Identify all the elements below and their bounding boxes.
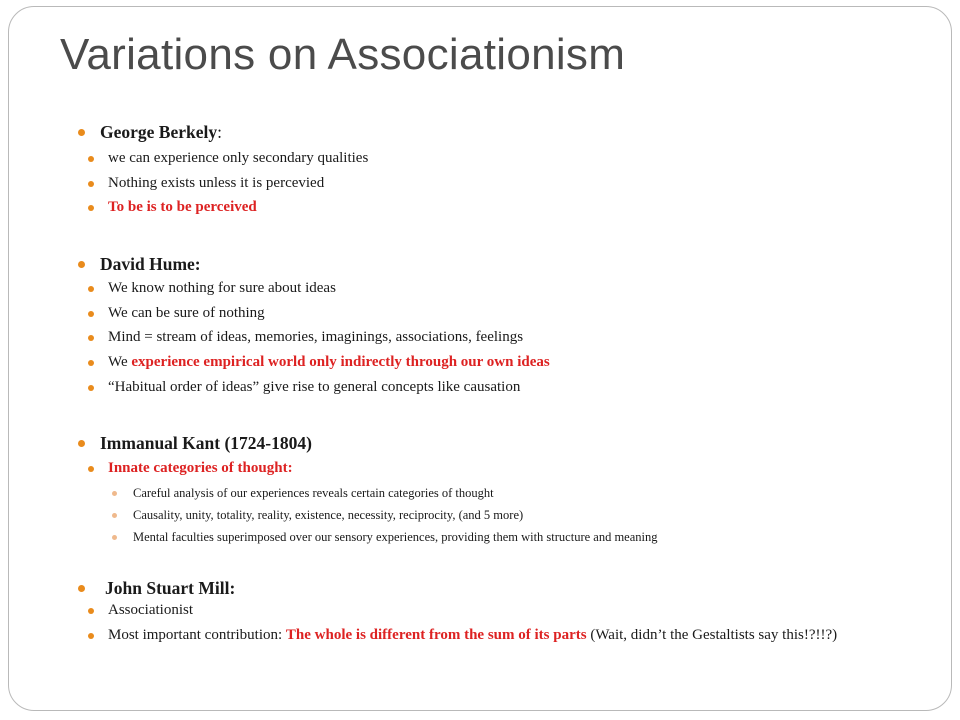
- bullet-icon: [78, 129, 85, 136]
- bullet-icon: [88, 385, 94, 391]
- list-item-text: To be is to be perceived: [108, 199, 257, 215]
- emphasis-text: The whole is different from the sum of its parts: [285, 627, 587, 643]
- kant-sub-heading: Innate categories of thought:: [108, 460, 293, 476]
- bullet-icon: [78, 585, 85, 592]
- bullet-icon: [112, 491, 117, 496]
- bullet-icon: [88, 311, 94, 317]
- bullet-icon: [88, 335, 94, 341]
- list-item-text: “Habitual order of ideas” give rise to general concepts like causation: [108, 379, 521, 395]
- list-item-text: Causality, unity, totality, reality, existence, necessity, reciprocity, (and 5 more): [133, 508, 524, 522]
- list-item-text: We: [108, 354, 132, 370]
- berkeley-heading: George Berkely: [100, 122, 218, 142]
- bullet-icon: [112, 535, 117, 540]
- list-item-text: Most important contribution:: [108, 627, 286, 643]
- bullet-icon: [88, 286, 94, 292]
- list-item-text: (Wait, didn’t the Gestaltists say this!?!!?): [586, 627, 838, 643]
- list-item-text: Nothing exists unless it is percevied: [108, 175, 325, 191]
- bullet-icon: [88, 205, 94, 211]
- bullet-icon: [88, 633, 94, 639]
- emphasis-text: experience empirical world only indirectly through our own ideas: [131, 354, 550, 370]
- berkeley-colon: :: [217, 122, 222, 142]
- mill-heading: John Stuart Mill:: [105, 578, 236, 598]
- slide-title: Variations on Associationism: [60, 30, 626, 79]
- bullet-icon: [88, 360, 94, 366]
- list-item-text: Mind = stream of ideas, memories, imaginings, associations, feelings: [108, 329, 524, 345]
- list-item-text: Mental faculties superimposed over our sensory experiences, providing them with structure and meaning: [133, 530, 658, 544]
- list-item-text: Associationist: [108, 602, 193, 618]
- list-item-text: Careful analysis of our experiences reveals certain categories of thought: [133, 486, 494, 500]
- list-item-text: we can experience only secondary qualities: [108, 150, 369, 166]
- bullet-icon: [78, 440, 85, 447]
- bullet-icon: [78, 261, 85, 268]
- bullet-icon: [88, 608, 94, 614]
- bullet-icon: [112, 513, 117, 518]
- bullet-icon: [88, 466, 94, 472]
- bullet-icon: [88, 156, 94, 162]
- bullet-icon: [88, 181, 94, 187]
- kant-heading: Immanual Kant (1724-1804): [100, 433, 312, 453]
- hume-heading: David Hume:: [100, 254, 201, 274]
- list-item-text: We can be sure of nothing: [108, 305, 265, 321]
- list-item-text: We know nothing for sure about ideas: [108, 280, 336, 296]
